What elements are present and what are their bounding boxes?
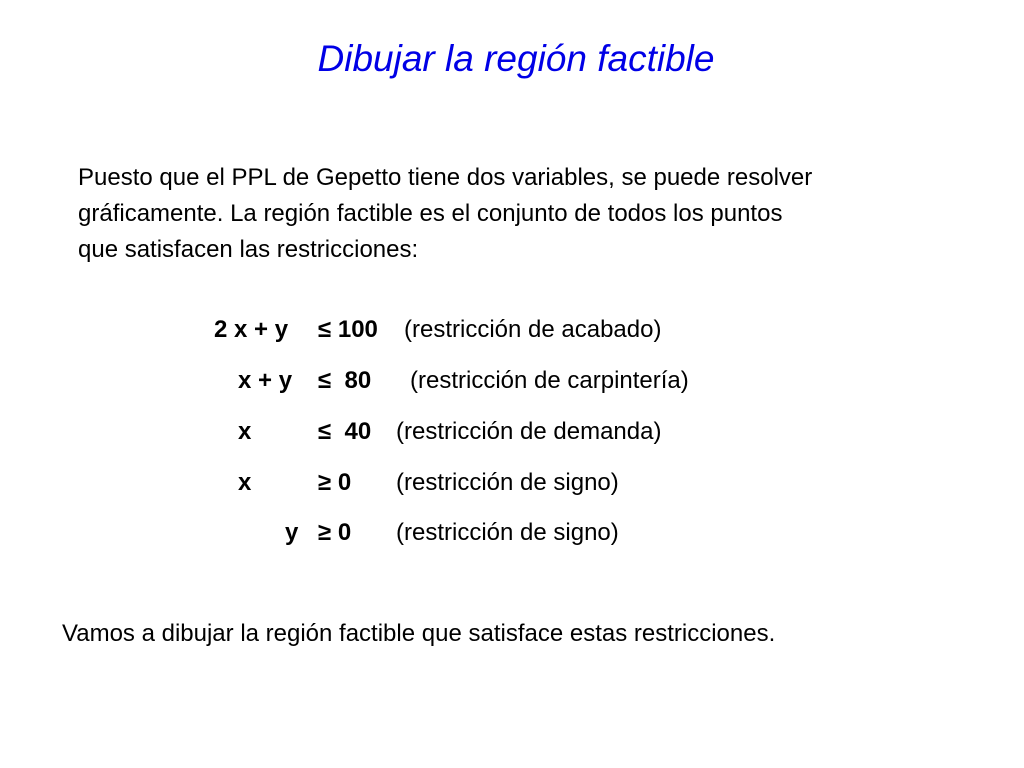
constraint-lhs: y	[285, 519, 299, 546]
constraint-row	[0, 469, 1024, 509]
constraint-row	[0, 316, 1024, 356]
constraint-operator: ≤ 40	[318, 418, 372, 445]
constraint-lhs: x	[238, 418, 252, 445]
constraint-operator: ≥ 0	[318, 519, 352, 546]
constraint-row	[0, 519, 1024, 559]
constraint-description: (restricción de acabado)	[404, 316, 662, 343]
constraint-row	[0, 367, 1024, 407]
constraint-description: (restricción de signo)	[396, 519, 619, 546]
constraint-operator: ≤ 100	[318, 316, 378, 343]
intro-line: Puesto que el PPL de Gepetto tiene dos variables, se puede resolver	[78, 164, 813, 191]
constraint-operator: ≥ 0	[318, 469, 352, 496]
constraint-lhs: 2 x + y	[214, 316, 289, 343]
constraint-description: (restricción de demanda)	[396, 418, 662, 445]
constraint-description: (restricción de carpintería)	[410, 367, 689, 394]
intro-line: gráficamente. La región factible es el conjunto de todos los puntos	[78, 200, 783, 227]
intro-line: que satisfacen las restricciones:	[78, 236, 419, 263]
constraint-operator: ≤ 80	[318, 367, 372, 394]
constraint-lhs: x + y	[238, 367, 293, 394]
constraint-row	[0, 418, 1024, 458]
slide-title: Dibujar la región factible	[317, 38, 715, 79]
constraint-description: (restricción de signo)	[396, 469, 619, 496]
closing-sentence: Vamos a dibujar la región factible que satisface estas restricciones.	[62, 620, 776, 647]
constraint-lhs: x	[238, 469, 252, 496]
